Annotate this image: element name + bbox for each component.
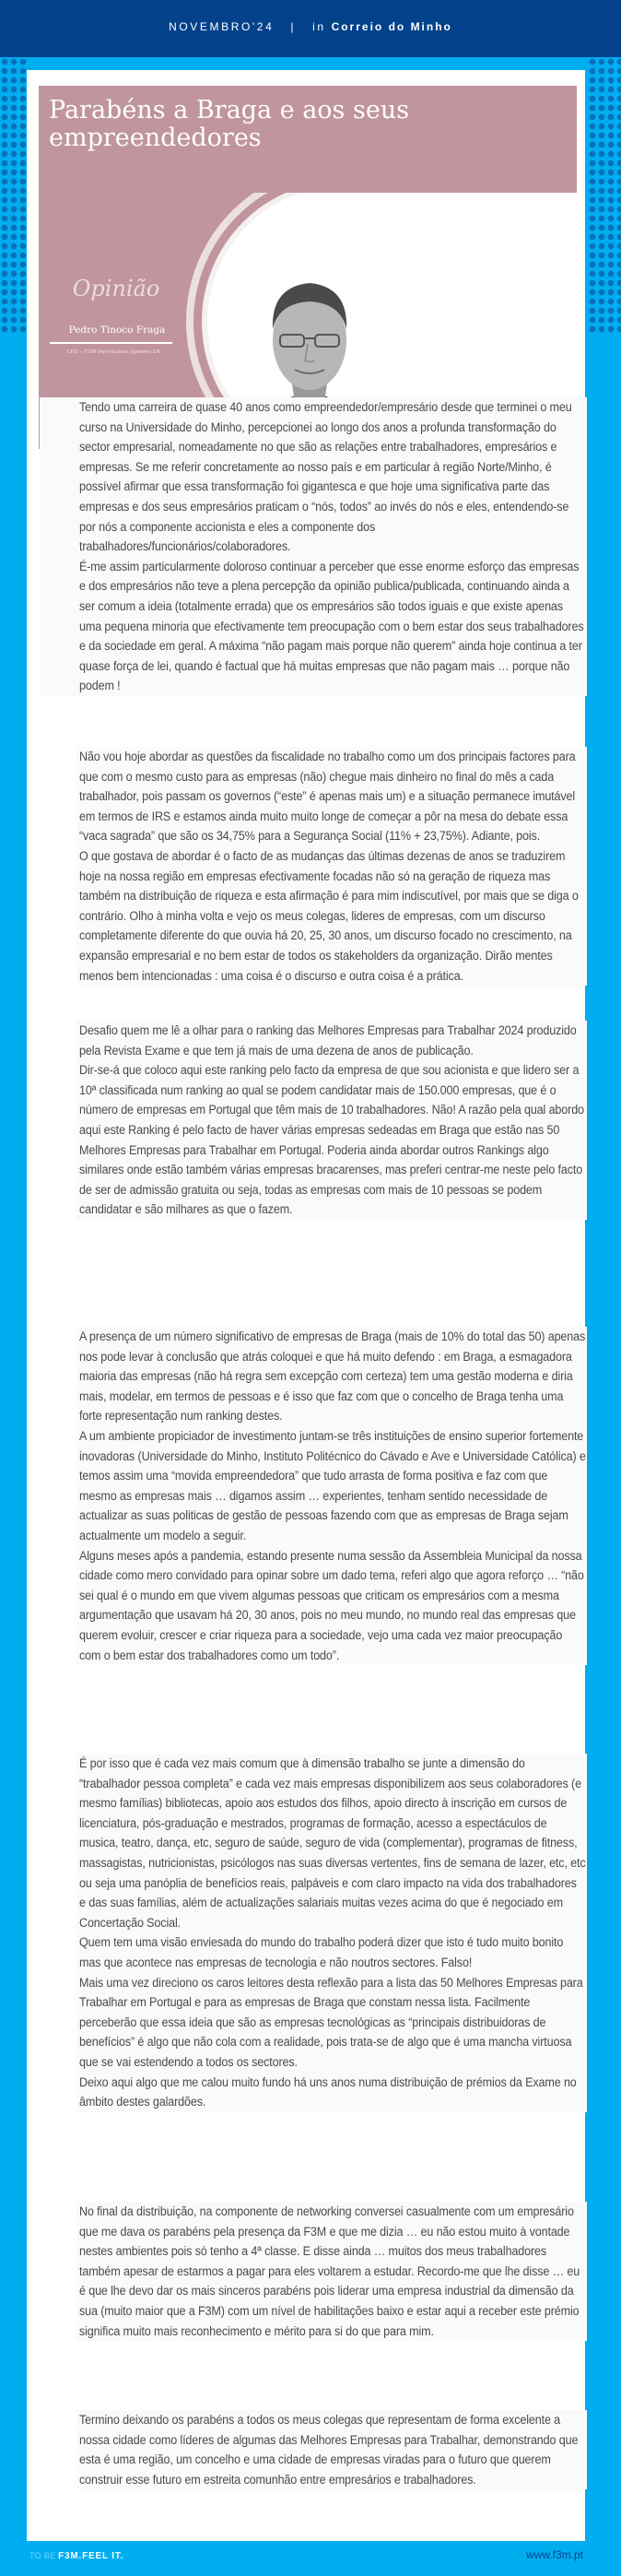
article-paragraph: A um ambiente propiciador de investimento juntam-se três instituições de ensino superior fortemente inovadoras (Universidade do Minho, Instituto Politécnico do Cávado e Ave e Universidade Católica) e temos assim uma “movida empreendedora” que tudo arrasta de forma positiva e faz com que mesmo as empresas mais … digamos assim … experientes, tenham sentido necessidade de actualizar as suas politicas de gestão de pessoas fazendo com que as empresas de Braga sejam actualmente um modelo a seguir. (79, 1428, 586, 1542)
issue-date: NOVEMBRO'24 (169, 20, 275, 33)
article-paragraph: Termino deixando os parabéns a todos os meus colegas que representam de forma excelente a nossa cidade como líderes de algumas das Melhores Empresas para Trabalhar, demonstrando que esta é uma região, um concelho e uma cidade de empresas viradas para o futuro que querem construir esse futuro em estreita comunhão entre empresários e trabalhadores. (79, 2413, 579, 2487)
article-block (76, 1021, 587, 1220)
tagline-prefix: TO BE (29, 2551, 59, 2560)
author-name: Pedro Tinoco Fraga (68, 325, 166, 336)
header-separator: | (290, 20, 297, 33)
article-paragraph: Não vou hoje abordar as questões da fiscalidade no trabalho como um dos principais factores para que com o mesmo custo para as empresas (não) chegue mais dinheiro no final do mês a cada trabalhador, pois passam os governos (“este” é apenas mais um) e a situação permanece imutável em termos de IRS e estamos ainda muito muito longe de começar a pôr na mesa do debate essa “vaca sagrada” que são os 34,75% para a Segurança Social (11% + 23,75%). Adiante, pois. (79, 750, 576, 844)
title-banner (39, 86, 577, 193)
article-paragraph: Deixo aqui algo que me calou muito fundo há uns anos numa distribuição de prémios da Exame no âmbito destes galardões. (79, 2074, 577, 2109)
article-block (76, 2202, 587, 2341)
article-paragraph: Tendo uma carreira de quase 40 anos como empreendedor/empresário desde que terminei o meu curso na Universidade do Minho, percepcionei ao longo dos anos a profunda transformação do sector empresarial, nomeadamente no que são as relações entre trabalhadores, empresários e empresas. Se me referir concretamente ao nosso país e em particular à região Norte/Minho, é possível afirmar que essa transformação foi gigantesca e que hoje uma significativa parte das empresas e dos seus empresários praticam o “nós, todos” ao invés do nós e eles, entendendo-se por nós a componente accionista e eles a componente dos trabalhadores/funcionários/colaboradores. (79, 400, 572, 554)
article-paragraph: É-me assim particularmente doloroso continuar a perceber que esse enorme esforço das empresas e dos empresários não teve a plena percepção da opinião publica/publicada, continuando ainda a ser comum a ideia (totalmente errada) que os empresários são todos iguais e que existe apenas uma pequena minoria que efectivamente tem preocupação com o bem estar dos seus trabalhadores e da sociedade em geral. A máxima “não pagam mais porque não querem” ainda hoje continua a ter quase força de lei, quando é factual que há muitas empresas que não pagam mais … porque não podem ! (79, 559, 584, 693)
article-block (76, 747, 587, 986)
footer-tagline (29, 2551, 123, 2561)
article-paragraph: Quem tem uma visão enviesada do mundo do trabalho poderá dizer que isto é tudo muito bonito mas que acontece nas empresas de tecnologia e não noutros sectores. Falso! (79, 1935, 564, 1969)
halftone-pattern-left (0, 57, 28, 334)
article-block (40, 397, 587, 696)
publication-name: Correio do Minho (331, 20, 452, 33)
article-card (27, 70, 585, 2541)
article-paragraph: O que gostava de abordar é o facto de as mudanças das últimas dezenas de anos se traduzirem hoje na nossa região em empresas efectivamente focadas não só na geração de riqueza mas também na distribuição de riqueza e esta afirmação é para mim indiscutível, por mais que se diga o contrário. Olho à minha volta e vejo os meus colegas, lideres de empresas, com um discurso completamente diferente do que ouvia há 20, 25, 30 anos, um discurso focado no crescimento, na expansão empresarial e no bem estar de todos os stakeholders da organização. Dirão mentes menos bem intencionadas : uma coisa é o discurso e outra coisa é a prática. (79, 848, 579, 983)
halftone-pattern-right (588, 57, 621, 334)
article-paragraph: A presença de um número significativo de empresas de Braga (mais de 10% do total das 50) apenas nos pode levar à conclusão que atrás coloquei e que há muito defendo : em Braga, a esmagadora maioria das empresas (não há regra sem excepção com certeza) tem uma gestão moderna e diria mais, modelar, em termos de pessoas e é isso que faz com que o concelho de Braga tenha uma forte representação num ranking destes. (79, 1329, 586, 1424)
tagline-brand: F3M.FEEL IT. (58, 2551, 124, 2561)
author-divider (50, 342, 172, 344)
article-block (76, 2410, 587, 2489)
article-paragraph: Desafio quem me lê a olhar para o ranking das Melhores Empresas para Trabalhar 2024 produzido pela Revista Exame e que tem já mais de uma dezena de anos de publicação. (79, 1023, 577, 1058)
author-role: CEO – F3M Information Systems SA (66, 349, 160, 355)
article-title: Parabéns a Braga e aos seus empreendedores (49, 96, 410, 152)
article-paragraph: Dir-se-á que coloco aqui este ranking pelo facto da empresa de que sou acionista e que lidero ser a 10ª classificada num ranking ao qual se podem candidatar mais de 150.000 empresas, que é o número de empresas em Portugal que têm mais de 10 trabalhadores. Não! A razão pela qual abordo aqui este Ranking é pelo facto de haver várias empresas sedeadas em Braga que estão nas 50 Melhores Empresas para Trabalhar em Portugal. Poderia ainda abordar outros Rankings algo similares onde estão também várias empresas bracarenses, mas preferi centrar-me neste pelo facto de ser de admissão gratuita ou seja, todas as empresas com mais de 10 pessoas se podem candidatar e são milhares as que o fazem. (79, 1063, 584, 1217)
article-block (76, 1754, 587, 2112)
article-block (76, 1327, 587, 1665)
article-paragraph: Mais uma vez direciono os caros leitores desta reflexão para a lista das 50 Melhores Empresas para Trabalhar em Portugal e para as empresas de Braga que constam nessa lista. Facilmente perceberão que essa ideia que são as empresas tecnológicas as “principais distribuidoras de benefícios” é algo que não cola com a realidade, pois trata-se de algo que é uma mancha virtuosa que se vai estendendo a todos os sectores. (79, 1975, 583, 2069)
header-in-label: in (312, 20, 326, 33)
issue-header (0, 20, 621, 33)
article-paragraph: É por isso que é cada vez mais comum que à dimensão trabalho se junte a dimensão do “trabalhador pessoa completa” e cada vez mais empresas disponibilizem aos seus colaboradores (e mesmo famílias) bibliotecas, apoio aos estudos dos filhos, apoio directo à inscrição em cursos de licenciatura, pós-graduação e mestrados, programas de formação, acesso a espectáculos de musica, teatro, dança, etc, seguro de saúde, seguro de vida (complementar), programas de fitness, massagistas, nutricionistas, psicólogos nas suas diversas vertentes, fins de semana de lazer, etc, etc ou seja uma panóplia de benefícios reais, palpáveis e com claro impacto na vida dos trabalhadores e das suas famílias, além de actualizações salariais muitas vezes acima do que é negociado em Concertação Social. (79, 1756, 586, 1930)
section-label: Opinião (72, 276, 160, 301)
website-link[interactable]: www.f3m.pt (525, 2548, 583, 2561)
article-paragraph: Alguns meses após a pandemia, estando presente numa sessão da Assembleia Municipal da nossa cidade como mero convidado para opinar sobre um dado tema, referi algo que agora reforço … “não sei qual é o mundo em que vivem algumas pessoas que criticam os empresários com a mesma argumentação que usavam há 20, 30 anos, pois no meu mundo, no mundo real das empresas que querem evoluir, crescer e criar riqueza para a sociedade, vejo uma cada vez maior preocupação com o bem estar dos trabalhadores como um todo”. (79, 1548, 584, 1662)
article-paragraph: No final da distribuição, na componente de networking conversei casualmente com um empresário que me dava os parabéns pela presença da F3M e que me dizia … eu não estou muito à vontade nestes ambientes pois só tenho a 4ª classe. E disse ainda … muitos dos meus trabalhadores também apesar de estarmos a pagar para eles voltarem a estudar. Recordo-me que lhe disse … eu é que lhe devo dar os mais sinceros parabéns pois liderar uma empresa industrial da dimensão da sua (muito maior que a F3M) com um nível de habilitações baixo e estar aqui a receber este prémio significa muito mais reconhecimento e mérito para si do que para mim. (79, 2204, 580, 2338)
